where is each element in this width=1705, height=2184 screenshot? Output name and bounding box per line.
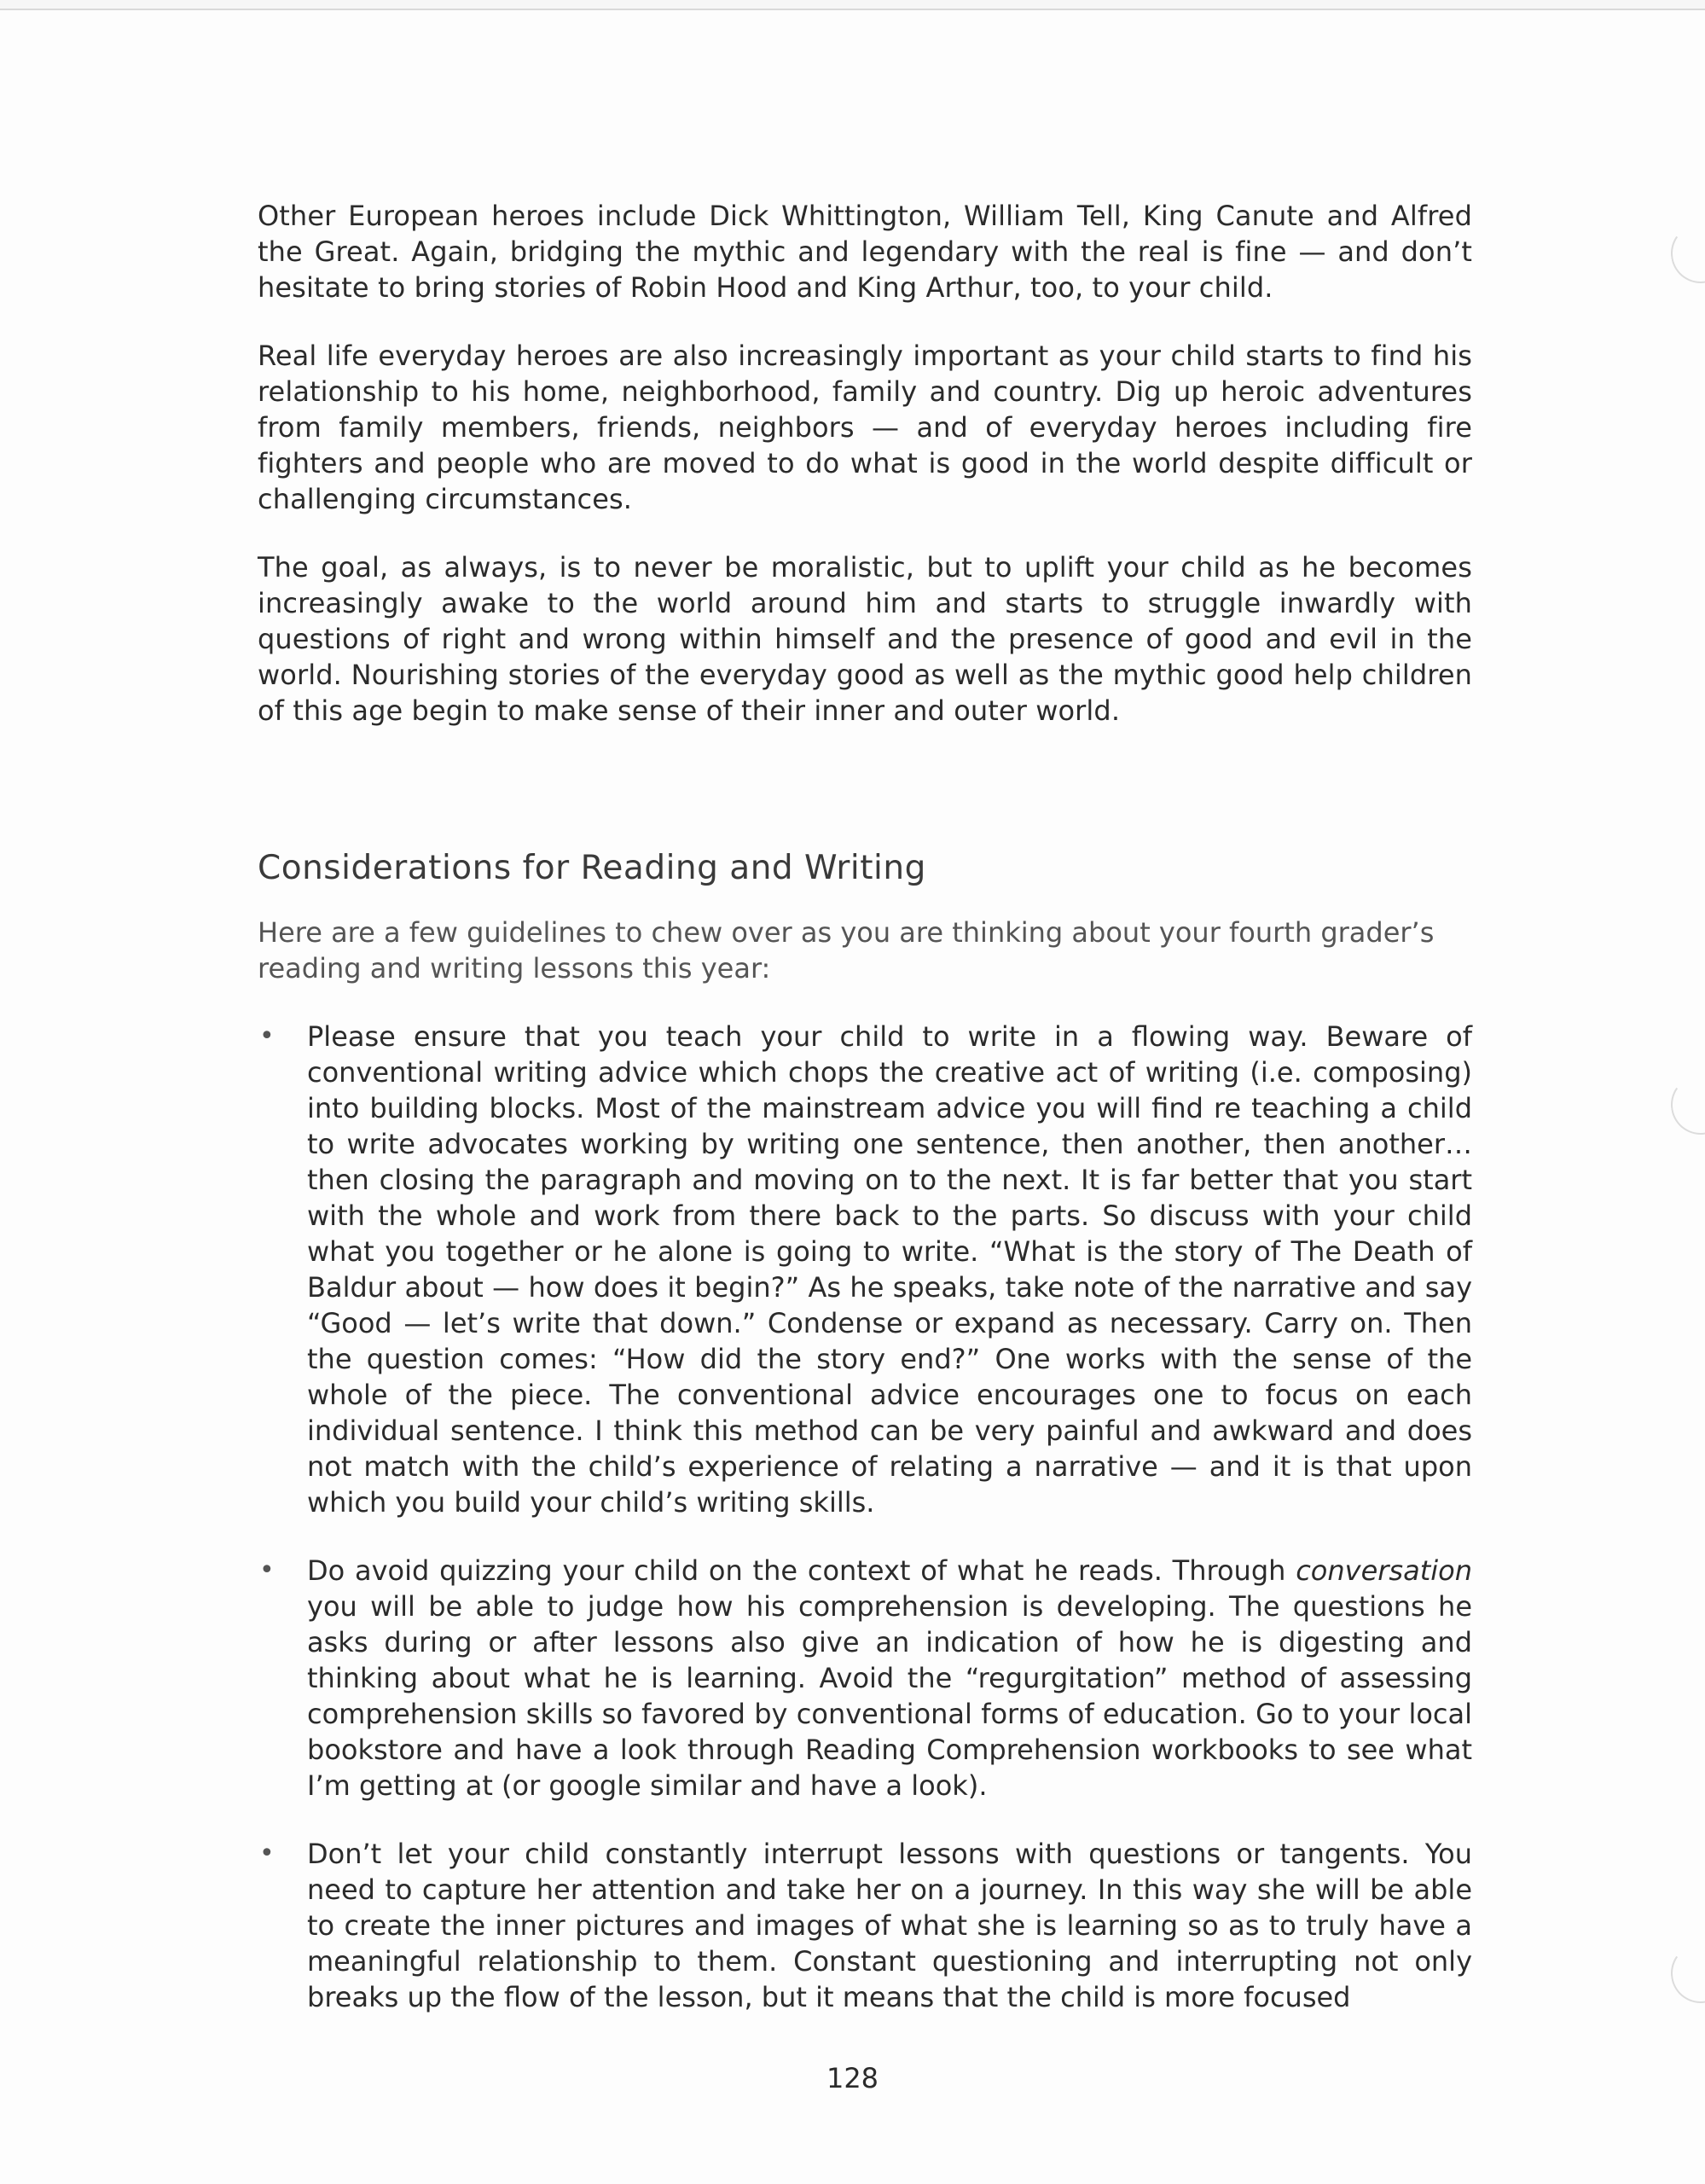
page-number: 128 <box>826 2062 879 2094</box>
bullet-icon: • <box>259 1021 275 1051</box>
guideline-text-end: you will be able to judge how his comprehension is developing. The questions he asks during or after lessons also give an indication of how he is digesting and thinking about what he is learning. Avoid the “regurgitation” method of assessing comprehension skills so favored by conventional forms of education. Go to your local bookstore and have a look through Reading Comprehension workbooks to see what I’m getting at (or google similar and have a look). <box>307 1590 1472 1802</box>
page-content <box>258 198 1472 2048</box>
list-item <box>258 1019 1472 1520</box>
binder-hole-top <box>1666 218 1705 288</box>
binder-hole-middle <box>1666 1070 1705 1139</box>
list-item <box>258 1553 1472 1804</box>
bullet-icon: • <box>259 1555 275 1585</box>
paragraph-european-heroes: Other European heroes include Dick Whittington, William Tell, King Canute and Alfred the Great. Again, bridging the mythic and legendary with the real is fine — and don’t hesitate to bring stories of Robin Hood and King Arthur, too, to your child. <box>258 200 1472 304</box>
section-intro: Here are a few guidelines to chew over as you are thinking about your fourth grader’s reading and writing lessons this year: <box>258 916 1435 985</box>
guideline-emphasis: conversation <box>1296 1554 1472 1587</box>
paragraph-everyday-heroes: Real life everyday heroes are also increasingly important as your child starts to find his relationship to his home, neighborhood, family and country. Dig up heroic adventures from family members, friends, neighbors — and of everyday heroes including fire fighters and people who are moved to do what is good in the world despite difficult or challenging circumstances. <box>258 340 1472 515</box>
page-top-edge <box>0 0 1705 10</box>
list-item <box>258 1836 1472 2015</box>
binder-hole-bottom <box>1666 1938 1705 2007</box>
guidelines-list <box>258 1019 1472 2015</box>
section-heading: Considerations for Reading and Writing <box>258 849 926 887</box>
paragraph-goal: The goal, as always, is to never be moralistic, but to uplift your child as he becomes increasingly awake to the world around him and starts to struggle inwardly with questions of right and wrong within himself and the presence of good and evil in the world. Nourishing stories of the everyday good as well as the mythic good help children of this age begin to make sense of their inner and outer world. <box>258 551 1472 727</box>
guideline-text: Don’t let your child constantly interrupt lessons with questions or tangents. You need to capture her attention and take her on a journey. In this way she will be able to create the inner pictures and images of what she is learning so as to truly have a meaningful relationship to them. Constant questioning and interrupting not only breaks up the flow of the lesson, but it means that the child is more focused <box>307 1838 1472 2013</box>
bullet-icon: • <box>259 1838 275 1868</box>
guideline-text: Please ensure that you teach your child to write in a flowing way. Beware of conventional writing advice which chops the creative act of writing (i.e. composing) into building blocks. Most of the mainstream advice you will find re teaching a child to write advocates working by writing one sentence, then another, then another… then closing the paragraph and moving on to the next. It is far better that you start with the whole and work from there back to the parts. So discuss with your child what you together or he alone is going to write. “What is the story of The Death of Baldur about — how does it begin?” As he speaks, take note of the narrative and say “Good — let’s write that down.” Condense or expand as necessary. Carry on. Then the question comes: “How did the story end?” One works with the sense of the whole of the piece. The conventional advice encourages one to focus on each individual sentence. I think this method can be very painful and awkward and does not match with the child’s experience of relating a narrative — and it is that upon which you build your child’s writing skills. <box>307 1020 1472 1519</box>
guideline-text-start: Do avoid quizzing your child on the context of what he reads. Through <box>307 1554 1296 1587</box>
